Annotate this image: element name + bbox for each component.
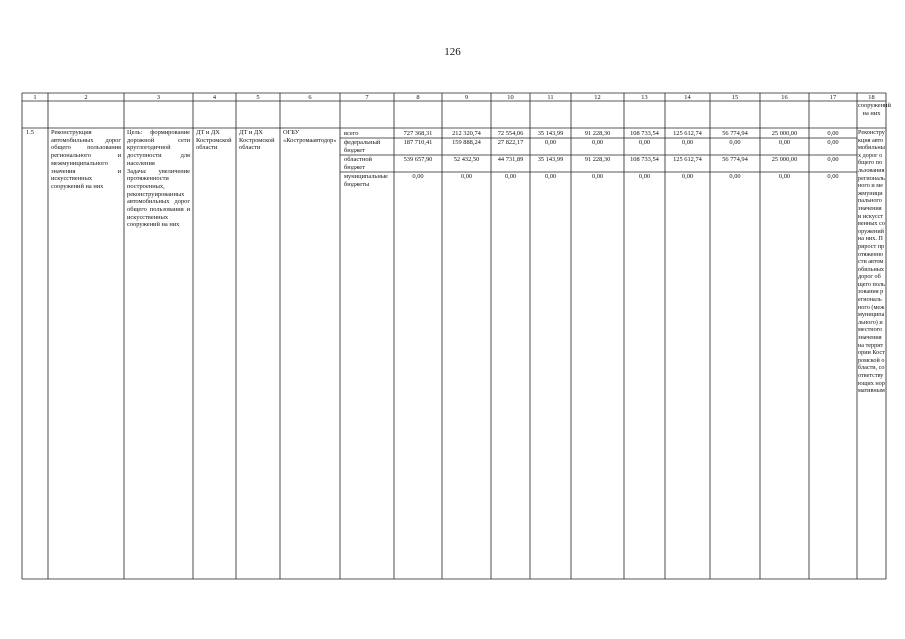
value-cell: 25 000,00 — [771, 130, 798, 137]
col-header-8: 8 — [416, 94, 420, 101]
measure-name: Реконструкция автомобильных дорог общего пользования регионального и межмуниципального значения и искусственных сооружений на них — [51, 129, 121, 190]
col-header-1: 1 — [33, 94, 37, 101]
value-cell: 56 774,94 — [722, 156, 748, 163]
col-header-14: 14 — [684, 94, 691, 101]
value-cell: 0,00 — [827, 173, 839, 180]
value-cell: 0,00 — [778, 139, 791, 146]
value-cell: 56 774,94 — [722, 130, 748, 137]
value-cell: 0,00 — [591, 139, 604, 146]
value-cell: 35 143,99 — [537, 156, 564, 163]
executor-1: ДТ и ДХ Костромской области — [196, 129, 232, 152]
value-cell: 0,00 — [729, 173, 741, 180]
value-cell: 125 612,74 — [673, 130, 702, 137]
value-cell: 159 888,24 — [452, 139, 481, 146]
value-cell: 0,00 — [504, 173, 517, 180]
source-municipal: муниципальные бюджеты — [344, 173, 388, 188]
col-header-5: 5 — [256, 94, 260, 101]
value-cell: 72 554,06 — [497, 130, 524, 137]
executor-2: ДТ и ДХ Костромской области — [239, 129, 275, 152]
executor-3: ОГБУ «Костромаавтодор» — [283, 129, 337, 144]
value-cell: 0,00 — [827, 139, 839, 146]
value-cell: 539 657,90 — [403, 156, 433, 163]
value-cell: 0,00 — [544, 139, 557, 146]
col-header-9: 9 — [464, 94, 469, 101]
value-cell: 727 368,31 — [403, 130, 433, 137]
value-cell: 91 228,30 — [584, 156, 611, 163]
value-cell: 25 000,00 — [771, 156, 798, 163]
value-cell: 0,00 — [412, 173, 424, 180]
value-cell: 108 733,54 — [630, 130, 659, 137]
page-number: 126 — [444, 46, 461, 58]
value-cell: 0,00 — [638, 139, 651, 146]
source-total: всего — [344, 130, 359, 137]
value-cell: 0,00 — [827, 156, 839, 163]
value-cell: 125 612,74 — [673, 156, 702, 163]
col-header-18: 18 — [868, 94, 875, 101]
value-cell: 0,00 — [681, 139, 694, 146]
value-cell: 0,00 — [460, 173, 473, 180]
source-federal: федеральный бюджет — [344, 139, 381, 154]
col-header-11: 11 — [547, 94, 554, 101]
value-cell: 44 731,89 — [497, 156, 524, 163]
col-header-7: 7 — [365, 94, 369, 101]
value-cell: 187 710,41 — [403, 139, 433, 146]
row-number: 1.5 — [26, 129, 34, 136]
value-cell: 35 143,99 — [537, 130, 564, 137]
value-cell: 91 228,30 — [584, 130, 611, 137]
value-cell: 52 432,50 — [453, 156, 480, 163]
value-cell: 0,00 — [827, 130, 839, 137]
prev-row-col18: сооружений на них — [858, 102, 891, 117]
value-cell: 212 320,74 — [452, 130, 481, 137]
col-header-3: 3 — [156, 94, 161, 101]
col-header-16: 16 — [781, 94, 788, 101]
source-regional: областной бюджет — [344, 156, 372, 171]
col-header-6: 6 — [308, 94, 312, 101]
col-header-12: 12 — [594, 94, 601, 101]
col-header-13: 13 — [641, 94, 648, 101]
value-cell: 108 733,54 — [630, 156, 659, 163]
value-cell: 27 822,17 — [497, 139, 524, 146]
value-cell: 0,00 — [681, 173, 694, 180]
col-header-2: 2 — [84, 94, 88, 101]
goal-task: Цель: формирование дорожной сети круглогодичной доступности для населения Задача: увеличение протяженности построенных, реконструированных автомобильных дорог общего пользования и искусственных сооружений на них — [127, 129, 190, 229]
col-header-10: 10 — [507, 94, 514, 101]
col-header-4: 4 — [212, 94, 217, 101]
value-cell: 0,00 — [729, 139, 741, 146]
value-cell: 0,00 — [638, 173, 651, 180]
col-header-17: 17 — [829, 94, 837, 101]
value-cell: 0,00 — [591, 173, 604, 180]
value-cell: 0,00 — [778, 173, 791, 180]
value-cell: 0,00 — [544, 173, 557, 180]
result-description: Реконструкция автомобильных дорог общего пользования регионального и межмуниципального значения и искусственных сооружений на них. Прирост протяженности автомобильных дорог общего пользования регионального (межмуниципального) и местного значения на территории Костромской области, соответствующих нормативным — [858, 129, 885, 395]
col-header-15: 15 — [731, 94, 739, 101]
